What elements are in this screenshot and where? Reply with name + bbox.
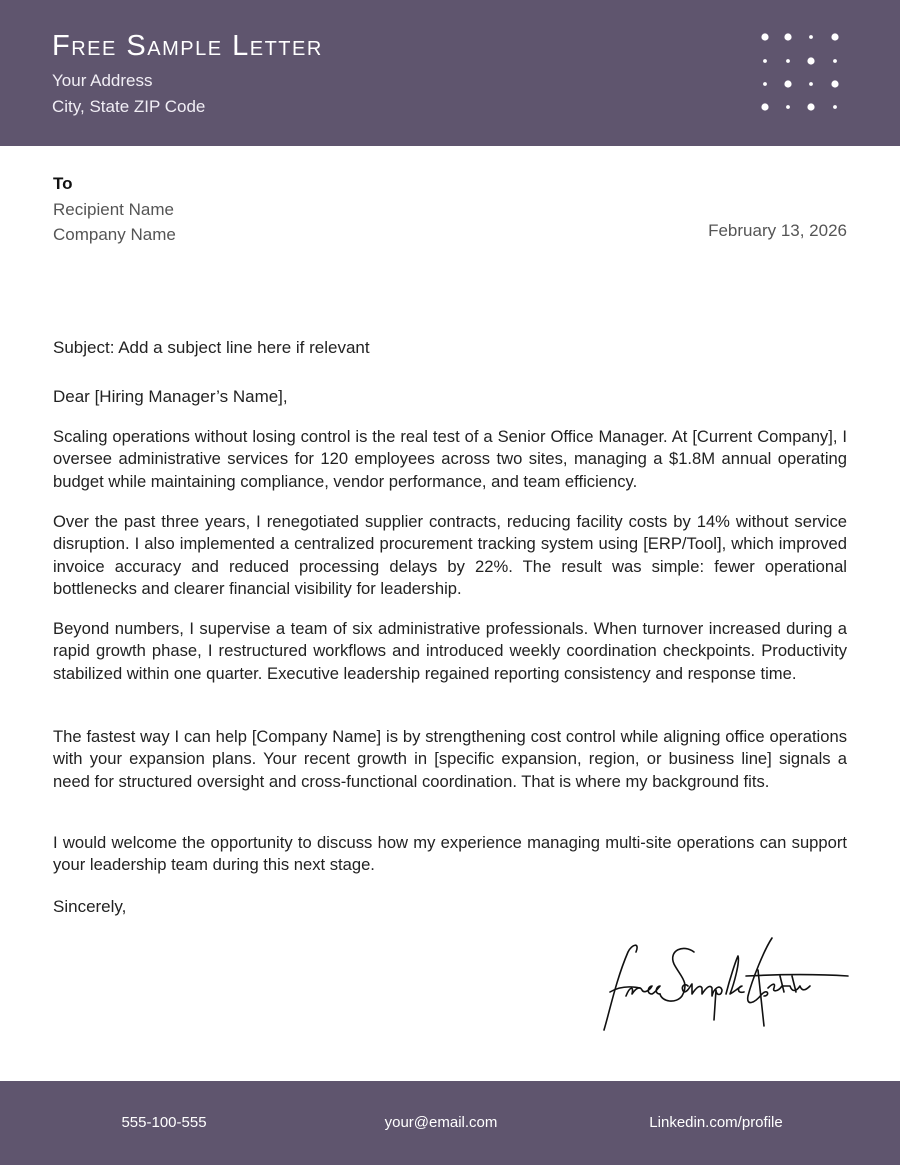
- body-paragraph-3: Beyond numbers, I supervise a team of six administrative professionals. When turnover increased during a rapid growth phase, I restructured workflows and introduced weekly coordination checkpoints. Productivity stabilized within one quarter. Executive leadership regained reporting consistency and response time.: [53, 619, 847, 683]
- letter-date: February 13, 2026: [708, 221, 847, 240]
- recipient-company: Company Name: [53, 225, 176, 244]
- salutation: Dear [Hiring Manager’s Name],: [53, 387, 288, 406]
- footer-email: your@email.com: [384, 1114, 498, 1131]
- sender-address-line1: Your Address: [52, 71, 153, 90]
- body-paragraph-1: Scaling operations without losing control is the real test of a Senior Office Manager. At [Current Company], I oversee administrative services for 120 employees across two sites, managing a $1.8M annual operating budget while maintaining compliance, vendor performance, and team efficiency.: [53, 427, 847, 491]
- recipient-name: Recipient Name: [53, 200, 174, 219]
- footer-linkedin: Linkedin.com/profile: [649, 1114, 783, 1131]
- footer-phone: 555-100-555: [121, 1114, 207, 1131]
- contact-footer: [0, 1081, 900, 1165]
- subject-line: Subject: Add a subject line here if relevant: [53, 338, 370, 357]
- closing-line: Sincerely,: [53, 897, 127, 916]
- sender-address-line2: City, State ZIP Code: [52, 97, 206, 116]
- letterhead-banner: [0, 0, 900, 146]
- recipient-label: To: [53, 174, 73, 193]
- body-paragraph-5: I would welcome the opportunity to discuss how my experience managing multi-site operations can support your leadership team during this next stage.: [53, 833, 847, 875]
- handwritten-signature: [596, 930, 852, 1038]
- decorative-dots-icon: [752, 26, 852, 126]
- body-paragraph-4: The fastest way I can help [Company Name] is by strengthening cost control while aligning office operations with your expansion plans. Your recent growth in [specific expansion, region, or business line] signals a need for structured oversight and cross-functional coordination. That is where my background fits.: [53, 727, 847, 791]
- body-paragraph-2: Over the past three years, I renegotiated supplier contracts, reducing facility costs by 14% without service disruption. I also implemented a centralized procurement tracking system using [ERP/Tool], which improved invoice accuracy and reduced processing delays by 22%. The result was simple: fewer operational bottlenecks and clearer financial visibility for leadership.: [53, 512, 847, 599]
- letterhead-title: Free Sample Letter: [52, 30, 323, 62]
